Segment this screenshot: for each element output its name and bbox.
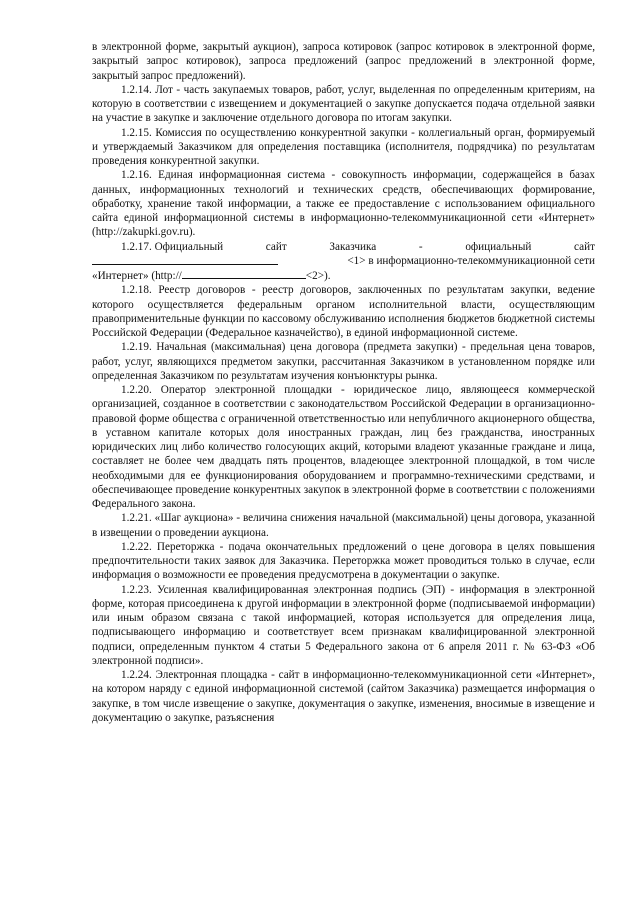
paragraph-1-2-17-line-2: <1> в информационно-телекоммуникационной сети	[92, 254, 595, 268]
paragraph-1-2-19: 1.2.19. Начальная (максимальная) цена договора (предмета закупки) - предельная цена товаров, работ, услуг, являющихся предметом закупки, рассчитанная Заказчиком в установленном порядке или определенная Заказчиком по результатам изучения конъюнктуры рынка.	[92, 341, 595, 382]
paragraph-continuation: в электронной форме, закрытый аукцион), запроса котировок (запрос котировок в электронной форме, закрытый запрос котировок), запроса предложений (запрос предложений в электронной форме, закрытый запрос предложений).	[92, 41, 595, 82]
paragraph-1-2-20: 1.2.20. Оператор электронной площадки - юридическое лицо, являющееся коммерческой организацией, созданное в соответствии с законодательством Российской Федерации в организационно-правовой форме общества с ограниченной ответственностью или непубличного акционерного общества, в уставном капитале которых доля иностранных граждан, лиц без гражданства, иностранных юридических лиц либо количество голосующих акций, которыми владеют указанные граждане и лица, составляет не более чем двадцать пять процентов, владеющее электронной площадкой, в том числе необходимыми для ее функционирования оборудованием и программно-техническими средствами, и обеспечивающее проведение конкурентных закупок в электронной форме в соответствии с положениями Федерального закона.	[92, 384, 595, 510]
paragraph-1-2-17	[92, 240, 595, 284]
paragraph-1-2-17-line-3: «Интернет» (http:// <2>).	[92, 270, 331, 282]
paragraph-1-2-16: 1.2.16. Единая информационная система - совокупность информации, содержащейся в базах данных, информационных технологий и технических средств, обеспечивающих формирование, обработку, хранение такой информации, а также ее предоставление с использованием официального сайта единой информационной системы в информационно-телекоммуникационной сети «Интернет» (http://zakupki.gov.ru).	[92, 169, 595, 239]
paragraph-1-2-14: 1.2.14. Лот - часть закупаемых товаров, работ, услуг, выделенная по определенным критериям, на которую в соответствии с извещением и документацией о закупке допускается подача отдельной заявки на участие в закупке и заключение отдельного договора по итогам закупки.	[92, 83, 595, 125]
paragraph-1-2-17-line-1: 1.2.17. Официальный сайт Заказчика - официальный сайт	[121, 240, 595, 253]
site-address-blank	[92, 254, 278, 265]
paragraph-1-2-22: 1.2.22. Переторжка - подача окончательных предложений о цене договора в целях повышения предпочтительности таких заявок для Заказчика. Переторжка может проводиться только в случае, если информация о возможности ее проведения предусмотрена в документации о закупке.	[92, 540, 595, 582]
paragraph-1-2-21: 1.2.21. «Шаг аукциона» - величина снижения начальной (максимальной) цены договора, указанной в извещении о проведении аукциона.	[92, 512, 595, 539]
paragraph-1-2-23: 1.2.23. Усиленная квалифицированная электронная подпись (ЭП) - информация в электронной форме, которая присоединена к другой информации в электронной форме (подписываемой информации) или иным образом связана с такой информацией, которая используется для определения лица, подписывающего информацию и соответствует всем признакам квалифицированной электронной подписи, определенным пунктом 4 статьи 5 Федерального закона от 6 апреля 2011 г. № 63-ФЗ «Об электронной подписи».	[92, 583, 595, 667]
paragraph-1-2-24: 1.2.24. Электронная площадка - сайт в информационно-телекоммуникационной сети «Интернет», на котором наряду с единой информационной системой (сайтом Заказчика) размещается информация о закупке, в том числе извещение о закупке, документация о закупке, изменения, вносимые в извещение и документацию о закупке, разъяснения	[92, 669, 595, 724]
paragraph-1-2-15: 1.2.15. Комиссия по осуществлению конкурентной закупки - коллегиальный орган, формируемый и утверждаемый Заказчиком для определения поставщика (исполнителя, подрядчика) по результатам проведения конкурентной закупки.	[92, 126, 595, 167]
paragraph-1-2-18: 1.2.18. Реестр договоров - реестр договоров, заключенных по результатам закупки, ведение которого осуществляется федеральным органом исполнительной власти, осуществляющим правоприменительные функции по кассовому обслуживанию исполнения бюджетов бюджетной системы Российской Федерации (Федеральное казначейство), в единой информационной системе.	[92, 284, 595, 339]
document-page	[92, 40, 595, 725]
url-blank	[182, 268, 306, 279]
